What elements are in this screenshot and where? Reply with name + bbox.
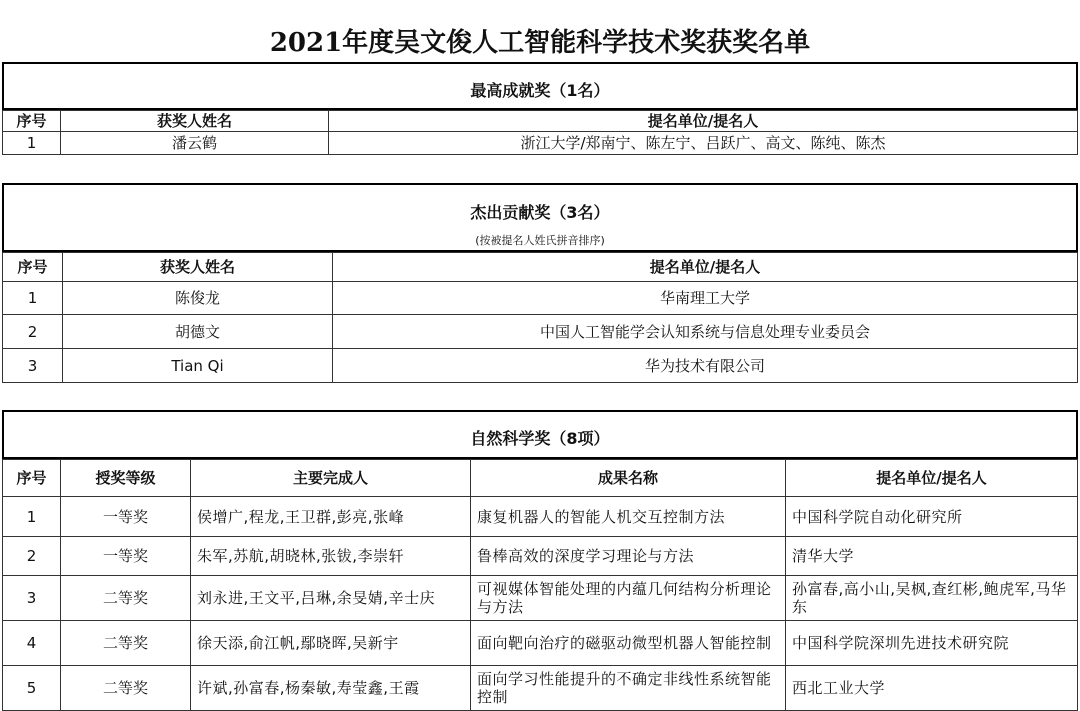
section-subheading: (按被提名人姓氏拼音排序) <box>475 234 605 247</box>
cell: 3 <box>3 576 61 621</box>
cell: 二等奖 <box>61 576 191 621</box>
table-row <box>3 621 1078 666</box>
cell: 二等奖 <box>61 621 191 666</box>
cell: 1 <box>3 497 61 537</box>
cell: 侯增广,程龙,王卫群,彭亮,张峰 <box>191 497 471 537</box>
col-header: 提名单位/提名人 <box>333 253 1078 282</box>
section-outstanding-contribution <box>2 183 1078 383</box>
col-header: 提名单位/提名人 <box>786 460 1078 497</box>
cell: 陈俊龙 <box>63 282 333 315</box>
cell: 2 <box>3 537 61 576</box>
cell: Tian Qi <box>63 349 333 383</box>
col-header: 序号 <box>3 253 63 282</box>
cell: 浙江大学/郑南宁、陈左宁、吕跃广、高文、陈纯、陈杰 <box>329 132 1078 155</box>
cell: 中国科学院深圳先进技术研究院 <box>786 621 1078 666</box>
cell: 许斌,孙富春,杨秦敏,寿莹鑫,王霞 <box>191 666 471 711</box>
col-header: 提名单位/提名人 <box>329 111 1078 132</box>
cell: 中国科学院自动化研究所 <box>786 497 1078 537</box>
table-highest-achievement <box>2 110 1078 155</box>
cell: 徐天添,俞江帆,鄢晓晖,吴新宇 <box>191 621 471 666</box>
table-row <box>3 576 1078 621</box>
cell: 3 <box>3 349 63 383</box>
col-header: 序号 <box>3 460 61 497</box>
table-row <box>3 282 1078 315</box>
cell: 1 <box>3 132 61 155</box>
col-header: 主要完成人 <box>191 460 471 497</box>
table-row <box>3 349 1078 383</box>
table-outstanding-contribution <box>2 252 1078 383</box>
col-header: 授奖等级 <box>61 460 191 497</box>
cell: 康复机器人的智能人机交互控制方法 <box>471 497 786 537</box>
cell: 中国人工智能学会认知系统与信息处理专业委员会 <box>333 315 1078 349</box>
cell: 二等奖 <box>61 666 191 711</box>
cell: 一等奖 <box>61 497 191 537</box>
cell: 孙富春,高小山,吴枫,查红彬,鲍虎军,马华东 <box>786 576 1078 621</box>
table-row <box>3 497 1078 537</box>
cell: 1 <box>3 282 63 315</box>
table-row <box>3 315 1078 349</box>
table-row <box>3 666 1078 711</box>
cell: 可视媒体智能处理的内蕴几何结构分析理论与方法 <box>471 576 786 621</box>
section-heading: 杰出贡献奖（3名） <box>470 203 610 222</box>
cell: 一等奖 <box>61 537 191 576</box>
col-header: 获奖人姓名 <box>63 253 333 282</box>
page-title: 2021年度吴文俊人工智能科学技术奖获奖名单 <box>269 28 811 58</box>
cell: 华为技术有限公司 <box>333 349 1078 383</box>
col-header: 成果名称 <box>471 460 786 497</box>
cell: 4 <box>3 621 61 666</box>
cell: 潘云鹤 <box>61 132 329 155</box>
cell: 华南理工大学 <box>333 282 1078 315</box>
col-header: 序号 <box>3 111 61 132</box>
table-natural-science <box>2 459 1078 711</box>
section-natural-science <box>2 410 1078 711</box>
table-row <box>3 537 1078 576</box>
cell: 鲁棒高效的深度学习理论与方法 <box>471 537 786 576</box>
section-highest-achievement <box>2 62 1078 155</box>
cell: 2 <box>3 315 63 349</box>
cell: 面向学习性能提升的不确定非线性系统智能控制 <box>471 666 786 711</box>
cell: 刘永进,王文平,吕琳,余旻婧,辛士庆 <box>191 576 471 621</box>
cell: 清华大学 <box>786 537 1078 576</box>
section-heading: 最高成就奖（1名） <box>470 81 610 100</box>
cell: 西北工业大学 <box>786 666 1078 711</box>
section-heading: 自然科学奖（8项） <box>470 429 610 448</box>
cell: 面向靶向治疗的磁驱动微型机器人智能控制 <box>471 621 786 666</box>
col-header: 获奖人姓名 <box>61 111 329 132</box>
cell: 5 <box>3 666 61 711</box>
table-row <box>3 132 1078 155</box>
cell: 胡德文 <box>63 315 333 349</box>
cell: 朱军,苏航,胡晓林,张钹,李崇轩 <box>191 537 471 576</box>
